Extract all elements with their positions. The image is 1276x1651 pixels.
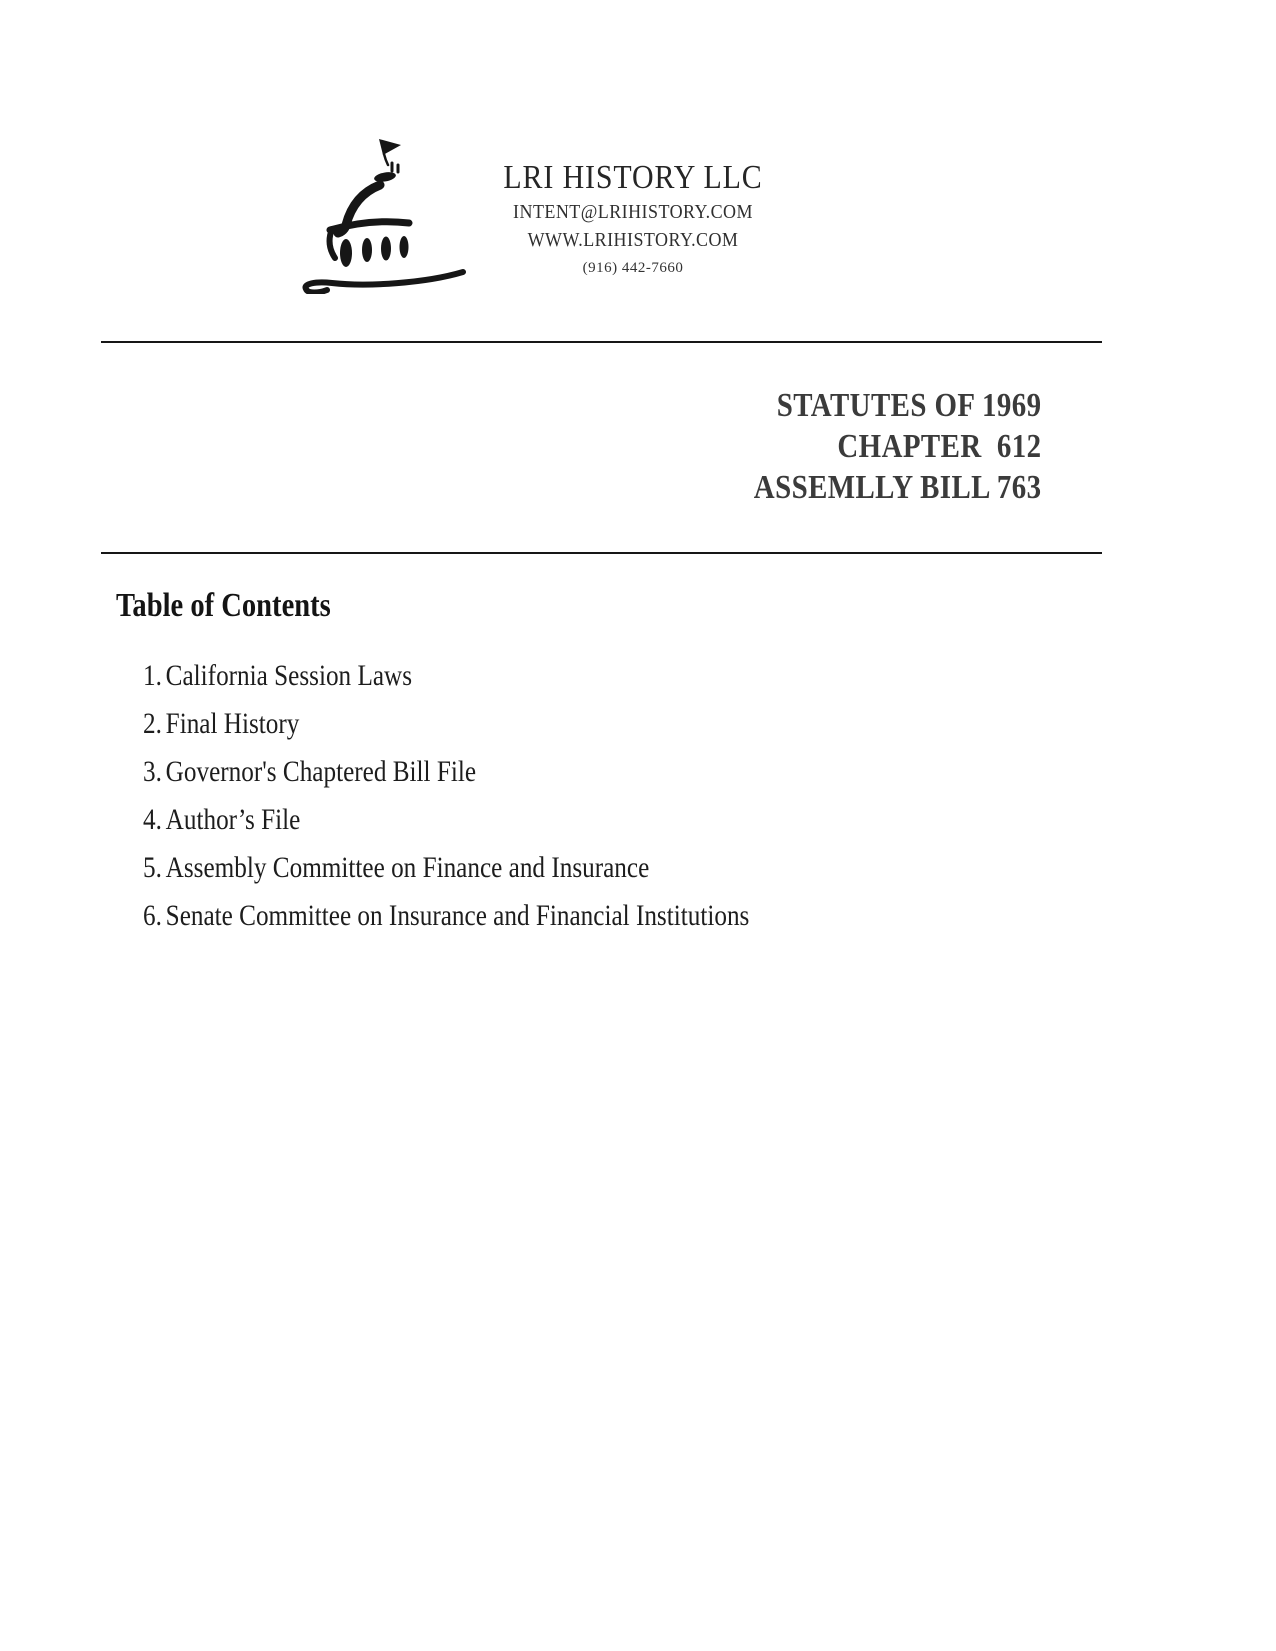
letterhead [433, 158, 833, 282]
toc-item-number: 5. [143, 851, 162, 884]
statutes-year-line: STATUTES OF 1969 [777, 387, 1042, 424]
horizontal-rule-bottom [101, 552, 1102, 554]
toc-item-label: California Session Laws [165, 659, 413, 692]
toc-item [0, 892, 1276, 940]
toc-item-label: Senate Committee on Insurance and Financial Institutions [165, 899, 750, 932]
toc-title: Table of Contents [116, 587, 331, 624]
toc-item [0, 652, 1276, 700]
toc-list [0, 652, 1276, 940]
horizontal-rule-top [101, 341, 1102, 343]
company-phone: (916) 442-7660 [582, 260, 684, 276]
chapter-line: CHAPTER 612 [837, 428, 1042, 465]
toc-item-number: 6. [143, 899, 162, 932]
assembly-bill-line: ASSEMLLY BILL 763 [754, 469, 1042, 506]
company-email: INTENT@LRIHISTORY.COM [513, 201, 753, 223]
company-name: LRI HISTORY LLC [503, 159, 763, 196]
statute-reference-block [703, 385, 1042, 508]
toc-item-number: 4. [143, 803, 162, 836]
toc-item-number: 3. [143, 755, 162, 788]
toc-item-number: 2. [143, 707, 162, 740]
company-website: WWW.LRIHISTORY.COM [527, 229, 739, 251]
toc-item-label: Assembly Committee on Finance and Insurance [165, 851, 650, 884]
flag-shape [379, 139, 401, 155]
toc-item-label: Author’s File [165, 803, 301, 836]
toc-item-label: Final History [165, 707, 300, 740]
toc-item-label: Governor's Chaptered Bill File [165, 755, 477, 788]
toc-item [0, 748, 1276, 796]
toc-item [0, 700, 1276, 748]
toc-item [0, 796, 1276, 844]
toc-item [0, 844, 1276, 892]
toc-item-number: 1. [143, 659, 162, 692]
